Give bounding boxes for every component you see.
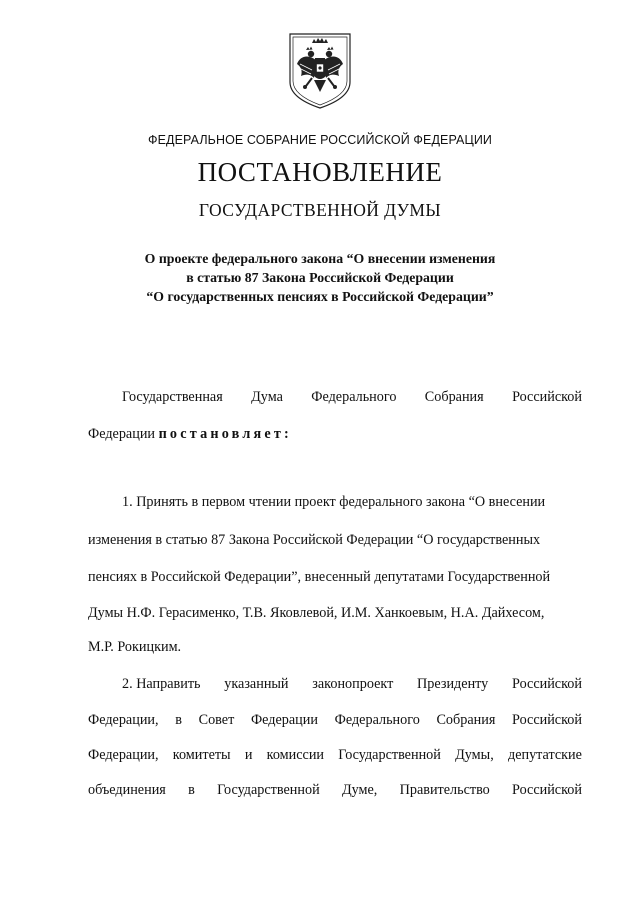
word: Российской: [512, 712, 582, 728]
word: Федерального: [311, 389, 397, 405]
word: Российской: [512, 676, 582, 692]
word: в: [188, 782, 195, 798]
word: Государственной: [217, 782, 320, 798]
preamble-line: [88, 425, 582, 443]
word: 2. Направить: [122, 676, 201, 692]
word: Думе,: [341, 782, 378, 798]
document-title: ПОСТАНОВЛЕНИЕ: [197, 157, 443, 187]
paragraph-1-line: Думы Н.Ф. Герасименко, Т.В. Яковлевой, И.М. Ханкоевым, Н.А. Дайхесом,: [88, 605, 545, 621]
word: Федерации,: [88, 712, 159, 728]
word: Российской: [512, 389, 582, 405]
word: комиссии: [266, 747, 325, 763]
document-subtitle: ГОСУДАРСТВЕННОЙ ДУМЫ: [198, 200, 442, 220]
subject-line: О проекте федерального закона “О внесении изменения: [144, 251, 496, 266]
word: комитеты: [172, 747, 231, 763]
paragraph-2-line: [88, 781, 582, 799]
word: указанный: [224, 676, 289, 692]
subject-line: “О государственных пенсиях в Российской Федерации”: [146, 289, 494, 304]
word: Собрания: [436, 712, 496, 728]
word: депутатские: [507, 747, 582, 763]
word: в: [175, 712, 182, 728]
paragraph-1-line: М.Р. Рокицким.: [88, 639, 182, 655]
paragraph-1-line: пенсиях в Российской Федерации”, внесенный депутатами Государственной: [88, 569, 551, 585]
word: Государственной: [338, 747, 441, 763]
word: Думы,: [455, 747, 494, 763]
word: Государственная: [122, 389, 223, 405]
paragraph-1-line: изменения в статью 87 Закона Российской Федерации “О государственных: [88, 532, 541, 548]
paragraph-1-line: 1. Принять в первом чтении проект федерального закона “О внесении: [122, 494, 546, 510]
word: Российской: [512, 782, 582, 798]
word: Дума: [251, 389, 283, 405]
word: Федерации,: [88, 747, 159, 763]
word: Собрания: [424, 389, 484, 405]
word: и: [244, 747, 253, 763]
word: Президенту: [417, 676, 489, 692]
decision-keyword: постановляет:: [158, 426, 292, 442]
word: Правительство: [399, 782, 490, 798]
preamble-text: Федерации: [88, 426, 156, 442]
document-subject: [0, 249, 640, 306]
preamble-line: [122, 388, 582, 406]
coat-of-arms-russia-icon: [286, 30, 354, 110]
word: объединения: [88, 782, 166, 798]
paragraph-2-line: [122, 675, 582, 693]
paragraph-2-line: [88, 746, 582, 764]
paragraph-2-line: [88, 711, 582, 729]
word: Федерального: [334, 712, 420, 728]
word: законопроект: [312, 676, 394, 692]
word: Совет: [198, 712, 235, 728]
subject-line: в статью 87 Закона Российской Федерации: [186, 270, 454, 285]
word: Федерации: [250, 712, 318, 728]
organization-name: ФЕДЕРАЛЬНОЕ СОБРАНИЕ РОССИЙСКОЙ ФЕДЕРАЦИИ: [147, 133, 493, 147]
